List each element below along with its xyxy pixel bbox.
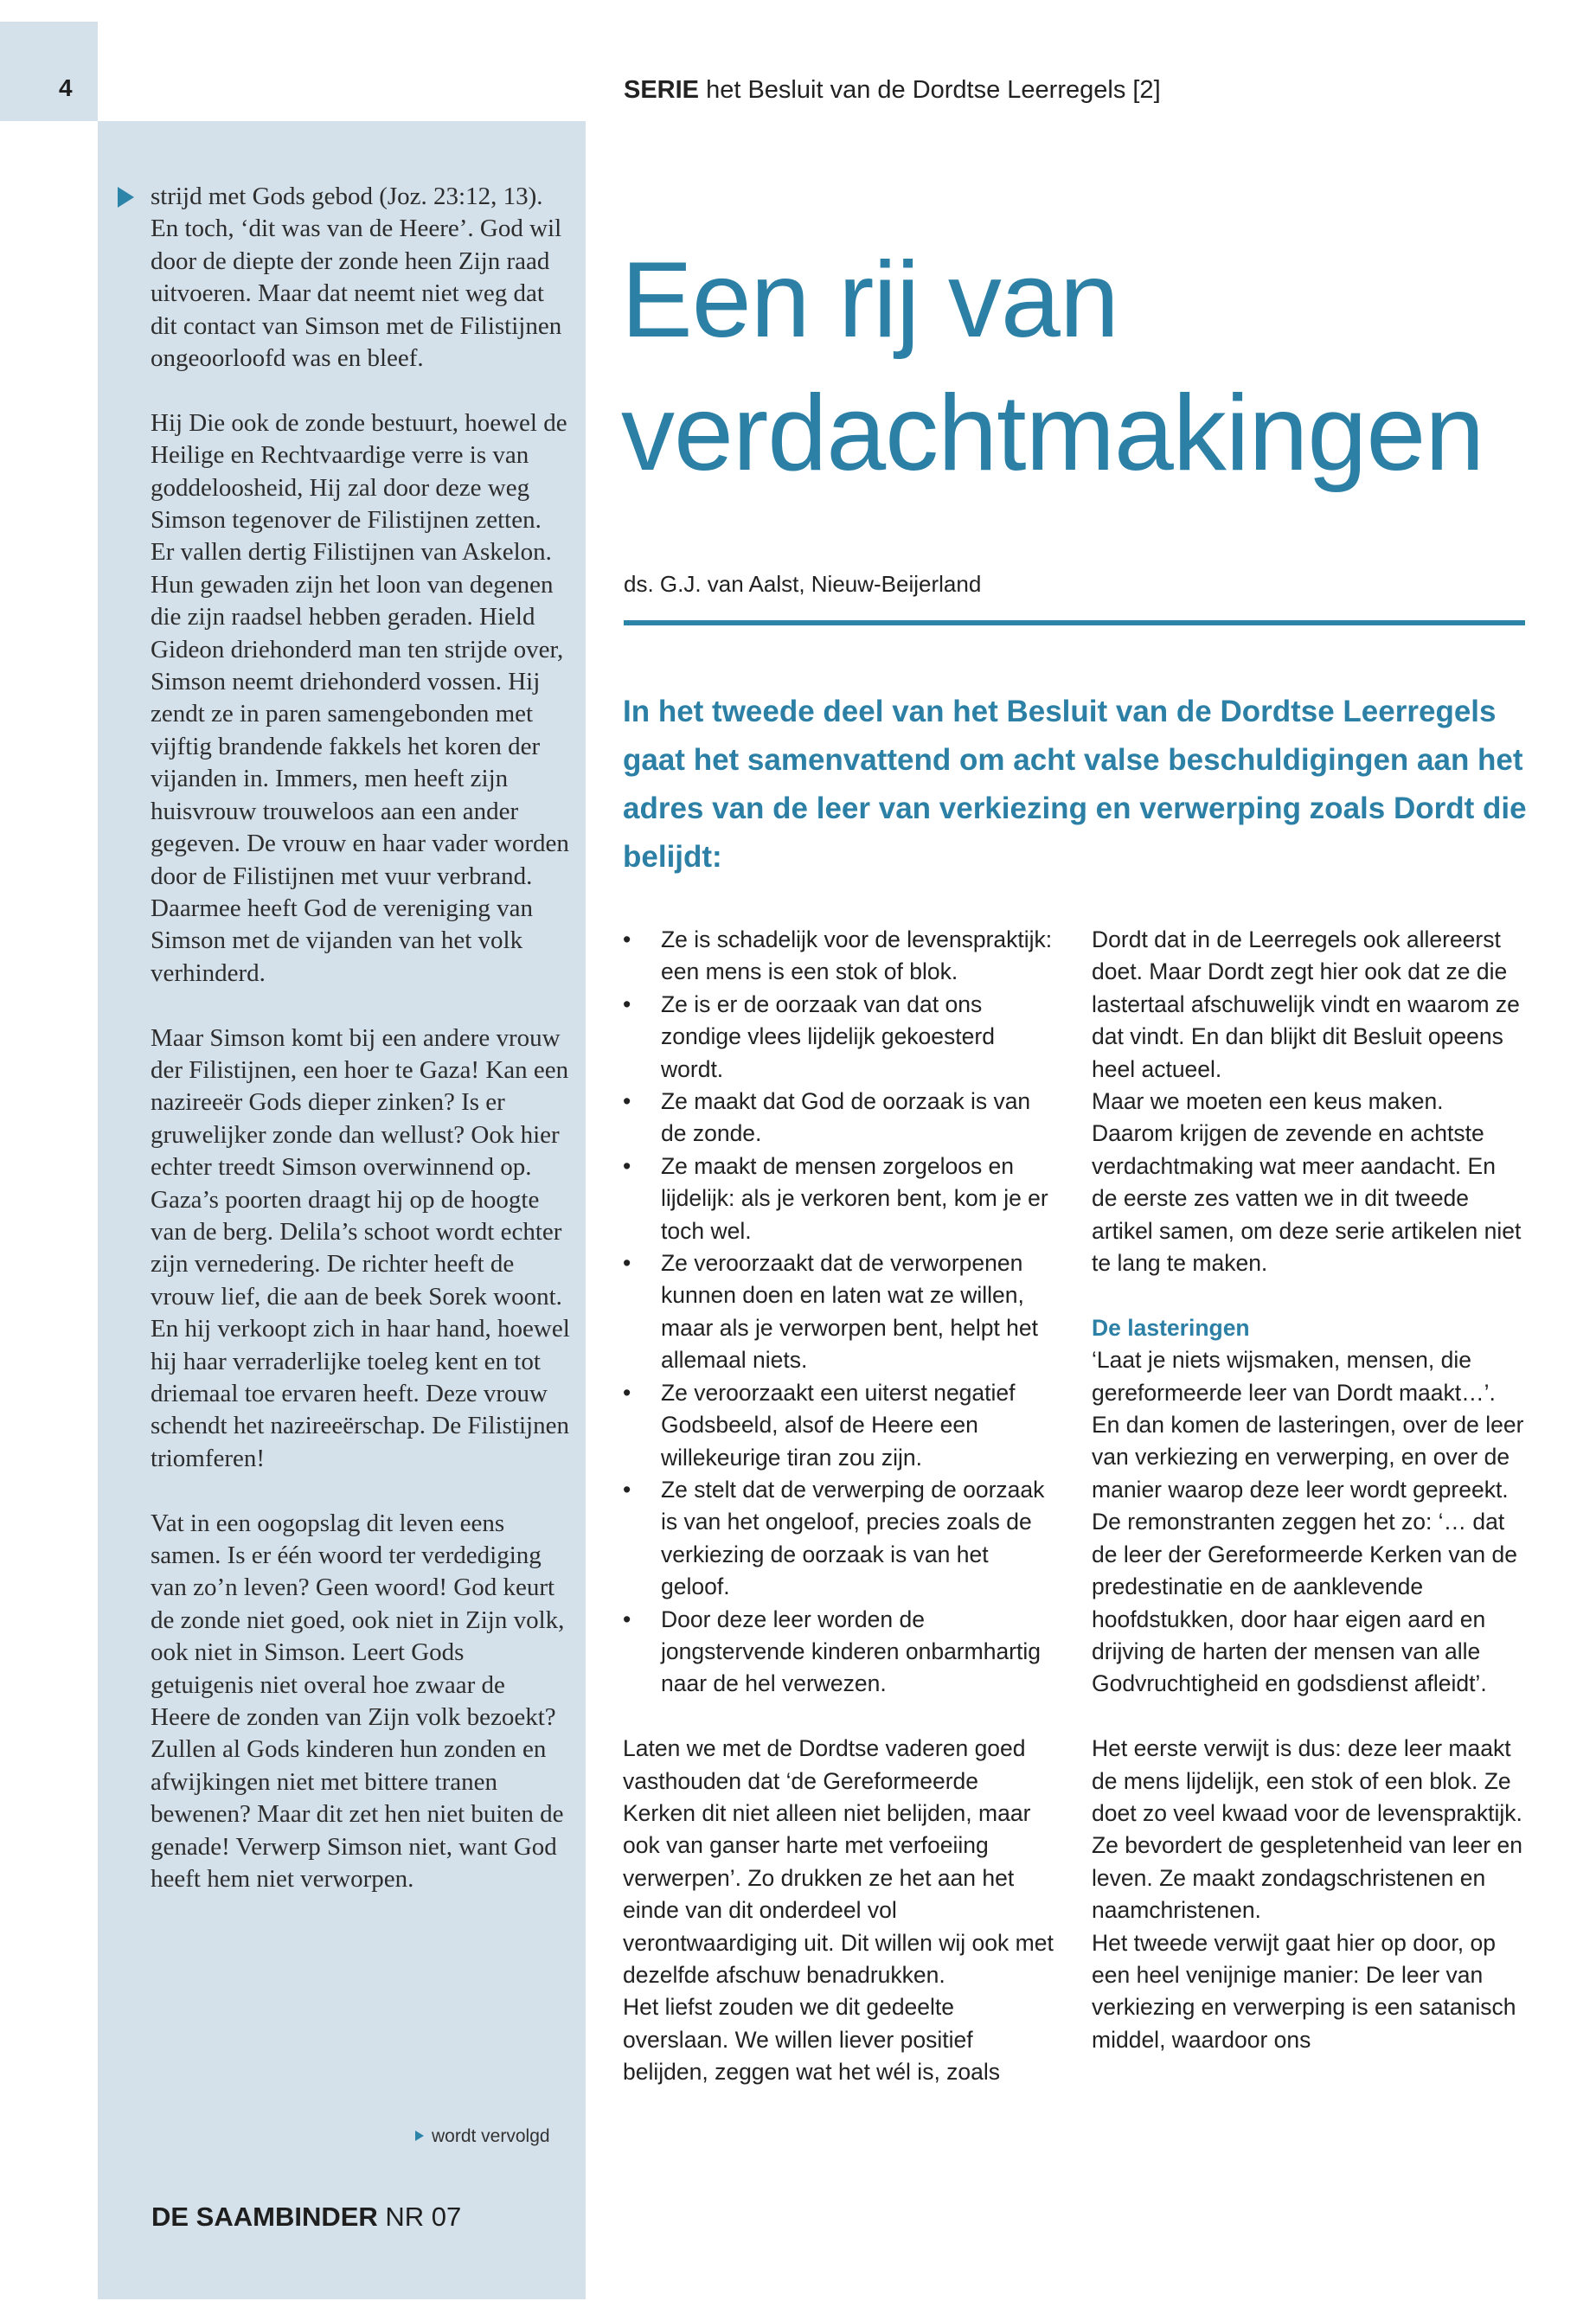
spacer <box>623 1701 1055 1733</box>
page-number: 4 <box>59 74 73 101</box>
list-item-text: Door deze leer worden de jongstervende kinderen onbarmhartig naar de hel verwezen. <box>661 1606 1041 1697</box>
accusation-list <box>623 924 1055 1701</box>
spacer <box>1092 1701 1524 1733</box>
section-heading: De lasteringen <box>1092 1314 1250 1341</box>
list-item-text: Ze maakt de mensen zorgeloos en lijdelijk: als je verkoren bent, kom je er toch wel. <box>661 1152 1048 1244</box>
bullet-icon: • <box>623 1476 631 1503</box>
list-item <box>623 989 1055 1086</box>
body-paragraph: Dordt dat in de Leerregels ook allereerst doet. Maar Dordt zegt hier ook dat ze die lastertaal afschuwelijk vindt en waarom ze dat vindt. En dan blijkt dit Besluit opeens heel actueel. <box>1092 926 1520 1082</box>
series-header <box>624 76 1161 105</box>
body-paragraph: Het eerste verwijt is dus: deze leer maakt de mens lijdelijk, een stok of een blok. Ze doet zo veel kwaad voor de levenspraktijk. Ze bevordert de gespletenheid van leer en leven. Ze maakt zondagschristenen en naamchristenen. <box>1092 1735 1522 1924</box>
column-left <box>623 924 1055 2089</box>
list-item-text: Ze is er de oorzaak van dat ons zondige vlees lijdelijk gekoesterd wordt. <box>661 990 995 1082</box>
sidebar-text <box>151 181 571 1895</box>
bullet-icon: • <box>623 990 631 1017</box>
series-label: SERIE <box>624 76 700 104</box>
list-item <box>623 1604 1055 1701</box>
article-title <box>621 234 1573 500</box>
list-item <box>623 1247 1055 1377</box>
divider-rule <box>624 620 1525 625</box>
title-line-2: verdachtmakingen <box>621 374 1484 493</box>
author-byline: ds. G.J. van Aalst, Nieuw-Beijerland <box>624 571 982 597</box>
body-paragraph: ‘Laat je niets wijsmaken, mensen, die gereformeerde leer van Dordt maakt…’. En dan komen de lasteringen, over de leer van verkiezing en verwerping, en over de manier waarop deze leer wordt gepreekt. <box>1092 1347 1524 1503</box>
column-right <box>1092 924 1524 2056</box>
sidebar-paragraph: strijd met Gods gebod (Joz. 23:12, 13). En toch, ‘dit was van de Heere’. God wil door de diepte der zonde heen Zijn raad uitvoeren. Maar dat neemt niet weg dat dit contact van Simson met de Filistijnen ongeoorloofd was en bleef. <box>151 183 562 373</box>
list-item <box>623 1474 1055 1604</box>
issue-number: NR 07 <box>385 2202 462 2232</box>
body-paragraph: Laten we met de Dordtse vaderen goed vasthouden dat ‘de Gereformeerde Kerken dit niet alleen niet belijden, maar ook van ganser harte met verfoeiing verwerpen’. Zo drukken ze het aan het einde van dit onderdeel vol verontwaardiging uit. Dit willen wij ook met dezelfde afschuw benadrukken. <box>623 1735 1054 1988</box>
list-item-text: Ze maakt dat God de oorzaak is van de zonde. <box>661 1088 1031 1147</box>
bullet-icon: • <box>623 1250 631 1277</box>
page-tab <box>0 22 98 121</box>
list-item-text: Ze is schadelijk voor de levenspraktijk: een mens is een stok of blok. <box>661 926 1053 985</box>
body-paragraph: Het tweede verwijt gaat hier op door, op een heel venijnige manier: De leer van verkiezing en verwerping is een satanisch middel, waardoor ons <box>1092 1929 1516 2053</box>
magazine-name: DE SAAMBINDER <box>151 2202 378 2232</box>
list-item-text: Ze veroorzaakt een uiterst negatief Godsbeeld, alsof de Heere een willekeurige tiran zou zijn. <box>661 1379 1016 1471</box>
continuation-arrow-icon <box>118 187 134 208</box>
bullet-icon: • <box>623 926 631 952</box>
body-paragraph: Maar we moeten een keus maken. Daarom krijgen de zevende en achtste verdachtmaking wat meer aandacht. En de eerste zes vatten we in dit tweede artikel samen, om deze serie artikelen niet te lang te maken. <box>1092 1088 1522 1277</box>
body-paragraph: Het liefst zouden we dit gedeelte overslaan. We willen liever positief belijden, zeggen wat het wél is, zoals <box>623 1994 1001 2086</box>
list-item <box>623 1377 1055 1474</box>
sidebar-paragraph: Maar Simson komt bij een andere vrouw der Filistijnen, een hoer te Gaza! Kan een nazireeër Gods dieper zinken? Is er gruwelijker zonde dan wellust? Ook hier echter treedt Simson overwinnend op. Gaza’s poorten draagt hij op de hoogte van de berg. Delila’s schoot wordt echter zijn vernedering. De richter heeft de vrouw lief, die aan de beek Sorek woont. En hij verkoopt zich in haar hand, hoewel hij haar verraderlijke toeleg kent en tot driemaal toe ervaren heeft. Deze vrouw schendt het nazireeërschap. De Filistijnen triomferen! <box>151 1023 570 1472</box>
bullet-icon: • <box>623 1379 631 1406</box>
footer <box>151 2202 461 2233</box>
intro-lead: In het tweede deel van het Besluit van de Dordtse Leerregels gaat het samenvattend om acht valse beschuldigingen aan het adres van de leer van verkiezing en verwerping zoals Dordt die belijdt: <box>623 695 1527 874</box>
series-title: het Besluit van de Dordtse Leerregels [2] <box>706 76 1161 104</box>
body-paragraph: De remonstranten zeggen het zo: ‘… dat de leer der Gereformeerde Kerken van de predestinatie en de aanklevende hoofdstukken, door haar eigen aard en drijving de harten der mensen van alle Godvruchtigheid en godsdienst afleidt’. <box>1092 1509 1517 1697</box>
list-item-text: Ze veroorzaakt dat de verworpenen kunnen doen en laten wat ze willen, maar als je verworpen bent, helpt het allemaal niets. <box>661 1250 1039 1374</box>
continued-note <box>415 2126 550 2147</box>
list-item-text: Ze stelt dat de verwerping de oorzaak is van het ongeloof, precies zoals de verkiezing de oorzaak is van het geloof. <box>661 1476 1045 1600</box>
bullet-icon: • <box>623 1606 631 1632</box>
bullet-icon: • <box>623 1152 631 1179</box>
list-item <box>623 1086 1055 1150</box>
small-arrow-icon <box>415 2131 424 2141</box>
list-item <box>623 924 1055 989</box>
list-item <box>623 1150 1055 1247</box>
title-line-1: Een rij van <box>621 240 1118 360</box>
spacer <box>1092 1279 1524 1311</box>
bullet-icon: • <box>623 1088 631 1115</box>
sidebar-paragraph: Hij Die ook de zonde bestuurt, hoewel de Heilige en Rechtvaardige verre is van goddeloosheid, Hij zal door deze weg Simson tegenover de Filistijnen zetten. Er vallen dertig Filistijnen van Askelon. Hun gewaden zijn het loon van degenen die zijn raadsel hebben geraden. Hield Gideon driehonderd man ten strijde over, Simson neemt driehonderd vossen. Hij zendt ze in paren samengebonden met vijftig brandende fakkels het koren der vijanden in. Immers, men heeft zijn huisvrouw trouweloos aan een ander gegeven. De vrouw en haar vader worden door de Filistijnen met vuur verbrand. Daarmee heeft God de vereniging van Simson met de vijanden van het volk verhinderd. <box>151 408 569 987</box>
sidebar-paragraph: Vat in een oogopslag dit leven eens samen. Is er één woord ter verdediging van zo’n leven? Geen woord! God keurt de zonde niet goed, ook niet in Zijn volk, ook niet in Simson. Leert Gods getuigenis niet overal hoe zwaar de Heere de zonden van Zijn volk bezoekt? Zullen al Gods kinderen hun zonden en afwijkingen niet met bittere tranen bewenen? Maar dit zet hen niet buiten de genade! Verwerp Simson niet, want God heeft hem niet verworpen. <box>151 1509 565 1894</box>
continued-label: wordt vervolgd <box>432 2126 550 2146</box>
